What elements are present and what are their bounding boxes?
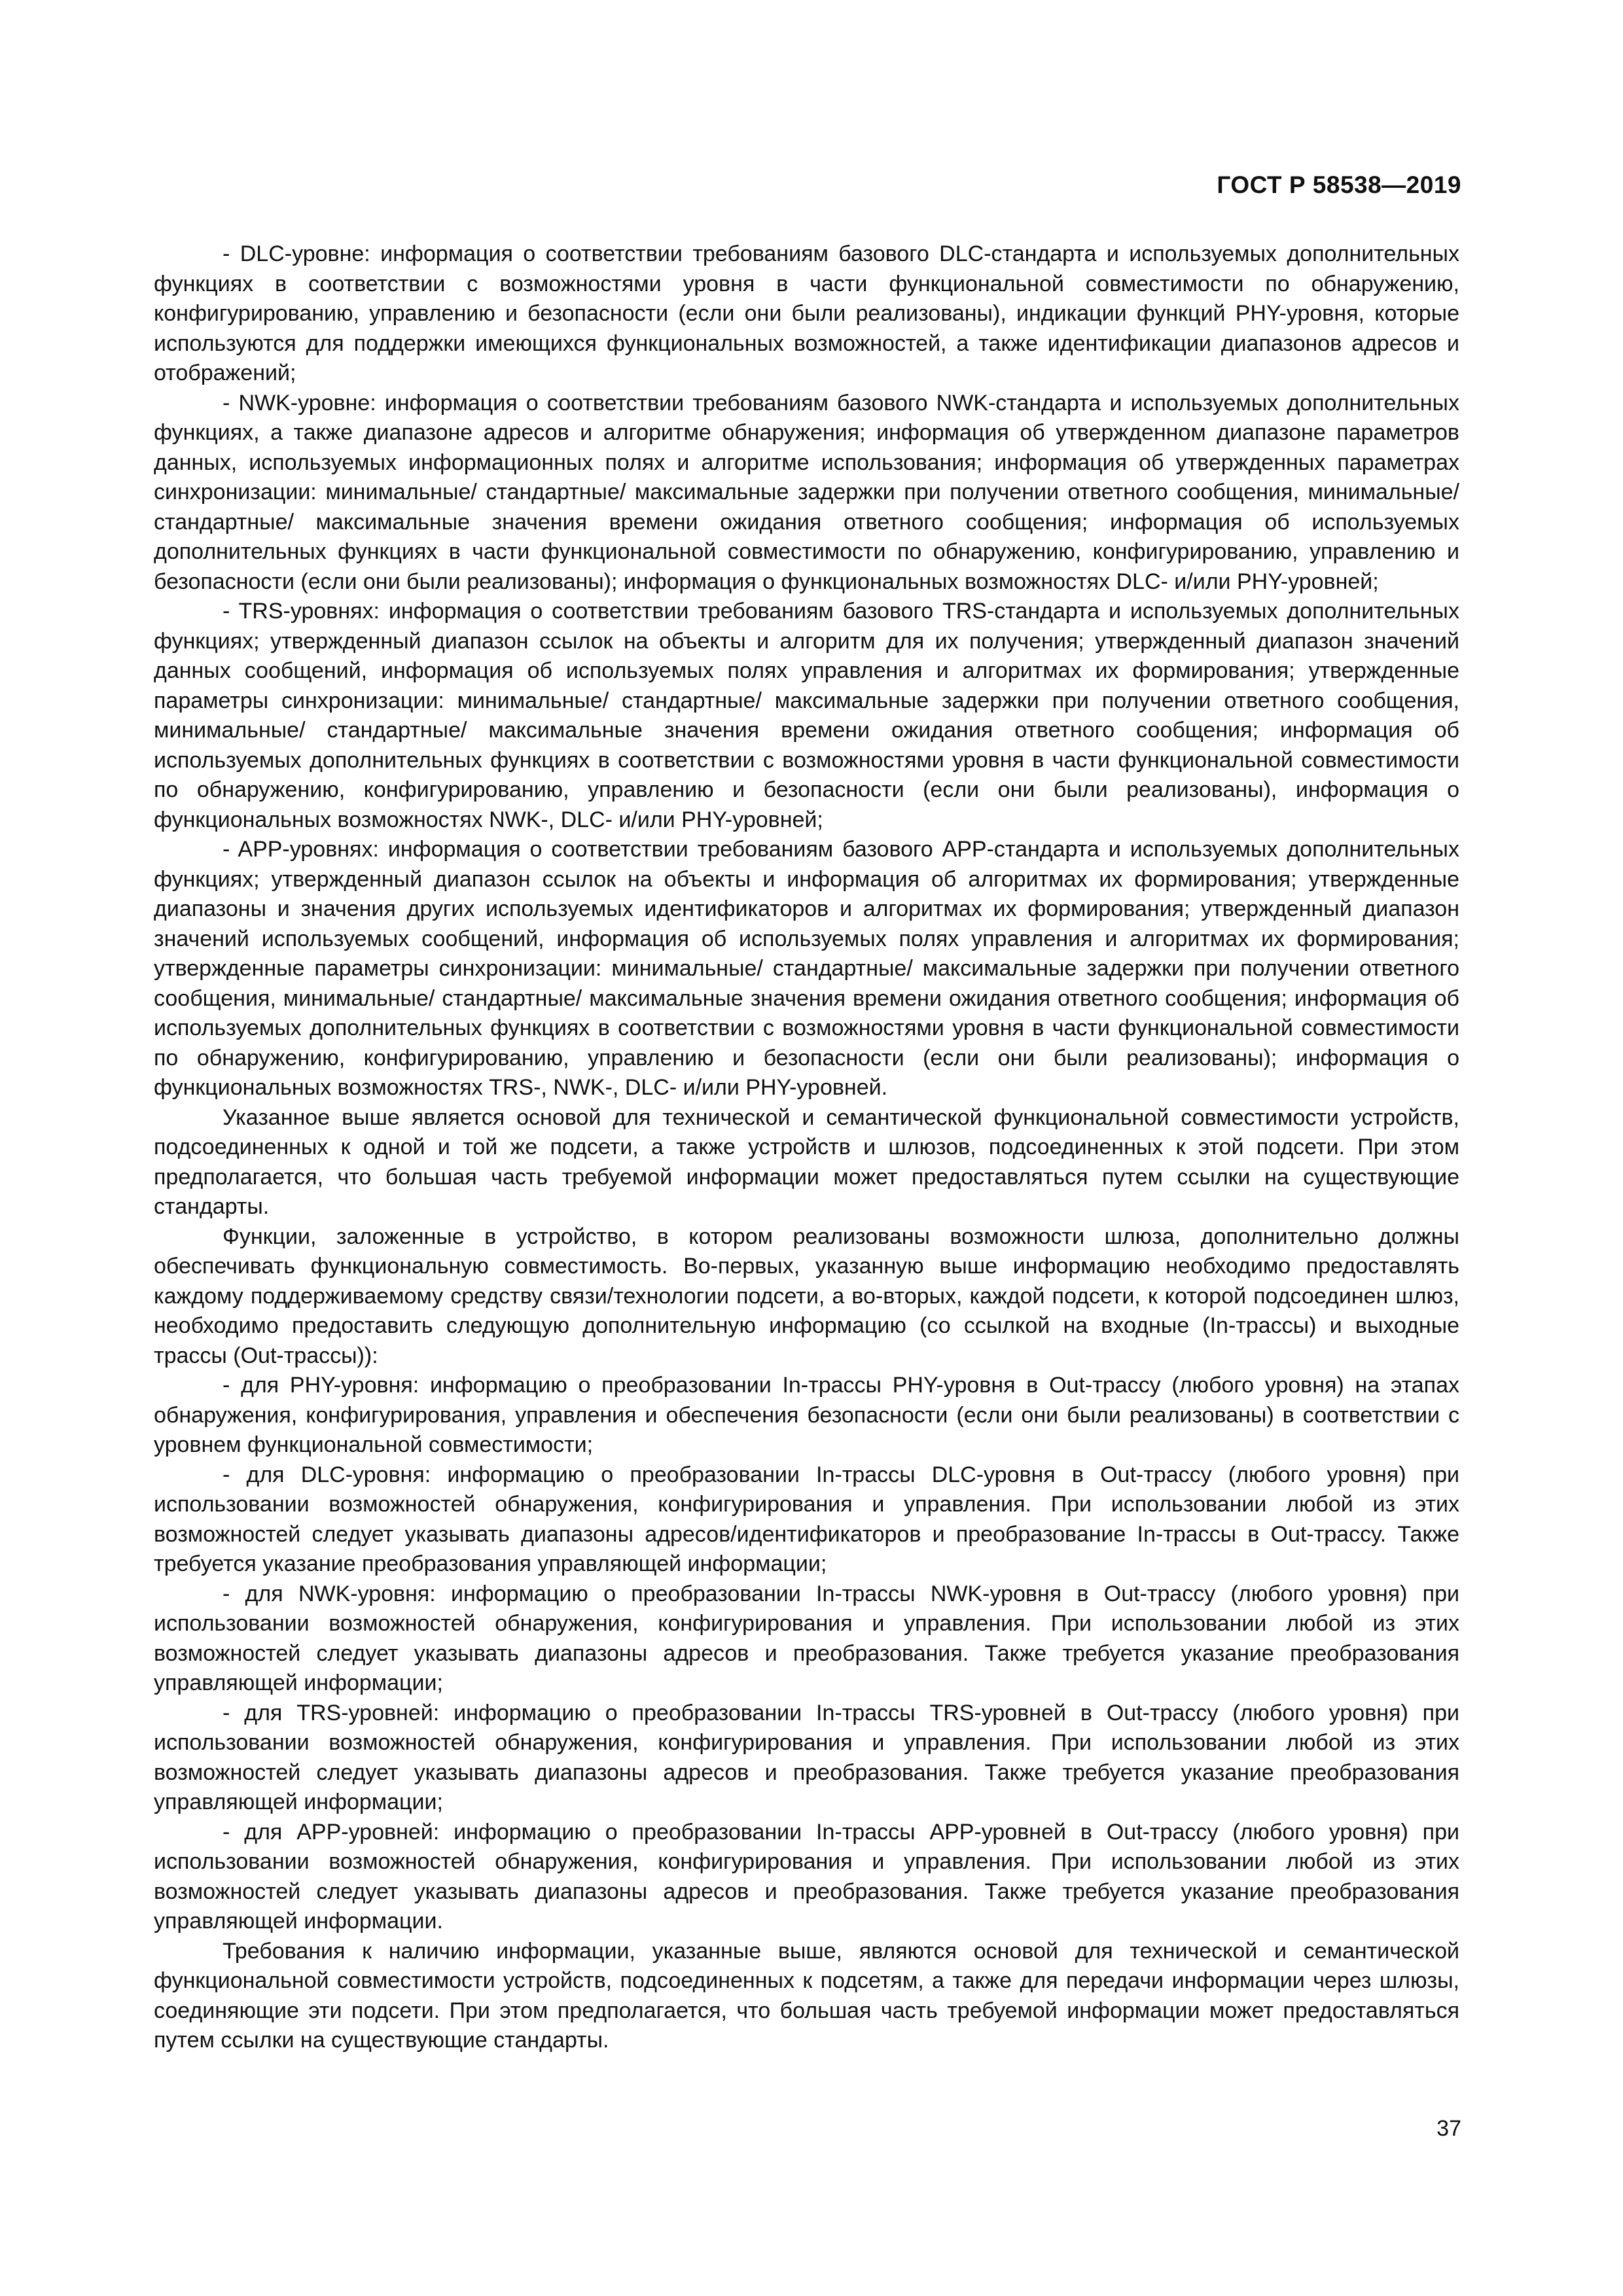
- page-number: 37: [1436, 2116, 1461, 2141]
- paragraph-gateway-app: - для APP-уровней: информацию о преобразовании In-трассы APP-уровней в Out-трассу (любого уровня) при использовании возможностей обнаружения, конфигурирования и управления. При использовании любой из этих возможностей следует указывать диапазоны адресов и преобразования. Также требуется указание преобразования управляющей информации.: [154, 1819, 1459, 1934]
- paragraph-dlc-level: - DLC-уровне: информация о соответствии требованиям базового DLC-стандарта и используемых дополнительных функциях в соответствии с возможностями уровня в части функциональной совместимости по обнаружению, конфигурированию, управлению и безопасности (если они были реализованы), индикации функций PHY-уровня, которые используются для поддержки имеющихся функциональных возможностей, а также идентификации диапазонов адресов и отображений;: [154, 241, 1459, 385]
- paragraph-gateway-phy: - для PHY-уровня: информацию о преобразовании In-трассы PHY-уровня в Out-трассу (любого уровня) на этапах обнаружения, конфигурирования, управления и обеспечения безопасности (если они были реализованы) в соответствии с уровнем функциональной совместимости;: [154, 1373, 1459, 1457]
- paragraph-app-levels: - APP-уровнях: информация о соответствии требованиям базового APP-стандарта и используемых дополнительных функциях; утвержденный диапазон ссылок на объекты и информация об алгоритмах их формирования; утвержденные диапазоны и значения других используемых идентификаторов и алгоритмах их формирования; утвержденный диапазон значений используемых сообщений, информация об используемых полях управления и алгоритмах их формирования; утвержденные параметры синхронизации: минимальные/ стандартные/ максимальные задержки при получении ответного сообщения, минимальные/ стандартные/ максимальные значения времени ожидания ответного сообщения; информация об используемых дополнительных функциях в соответствии с возможностями уровня в части функциональной совместимости по обнаружению, конфигурированию, управлению и безопасности (если они были реализованы); информация о функциональных возможностях TRS-, NWK-, DLC- и/или PHY-уровней.: [154, 837, 1459, 1100]
- document-code-header: ГОСТ Р 58538—2019: [1217, 171, 1461, 198]
- paragraph-gateway-dlc: - для DLC-уровня: информацию о преобразовании In-трассы DLC-уровня в Out-трассу (любого уровня) при использовании возможностей обнаружения, конфигурирования и управления. При использовании любой из этих возможностей следует указывать диапазоны адресов/идентификаторов и преобразование In-трассы в Out-трассу. Также требуется указание преобразования управляющей информации;: [154, 1462, 1459, 1576]
- paragraph-nwk-level: - NWK-уровне: информация о соответствии требованиям базового NWK-стандарта и используемых дополнительных функциях, а также диапазоне адресов и алгоритме обнаружения; информация об утвержденном диапазоне параметров данных, используемых информационных полях и алгоритме использования; информация об утвержденных параметрах синхронизации: минимальные/ стандартные/ максимальные задержки при получении ответного сообщения, минимальные/ стандартные/ максимальные значения времени ожидания ответного сообщения; информация об используемых дополнительных функциях в части функциональной совместимости по обнаружению, конфигурированию, управлению и безопасности (если они были реализованы); информация о функциональных возможностях DLC- и/или PHY-уровней;: [154, 390, 1459, 594]
- paragraph-gateway-trs: - для TRS-уровней: информацию о преобразовании In-трассы TRS-уровней в Out-трассу (любого уровня) при использовании возможностей обнаружения, конфигурирования и управления. При использовании любой из этих возможностей следует указывать диапазоны адресов и преобразования. Также требуется указание преобразования управляющей информации;: [154, 1700, 1459, 1814]
- paragraph-compatibility-basis: Указанное выше является основой для технической и семантической функциональной совместимости устройств, подсоединенных к одной и той же подсети, а также устройств и шлюзов, подсоединенных к этой подсети. При этом предполагается, что большая часть требуемой информации может предоставляться путем ссылки на существующие стандарты.: [154, 1104, 1459, 1219]
- document-body: [154, 239, 1459, 2056]
- paragraph-gateway-nwk: - для NWK-уровня: информацию о преобразовании In-трассы NWK-уровня в Out-трассу (любого уровня) при использовании возможностей обнаружения, конфигурирования и управления. При использовании любой из этих возможностей следует указывать диапазоны адресов и преобразования. Также требуется указание преобразования управляющей информации;: [154, 1581, 1459, 1695]
- paragraph-gateway-functions: Функции, заложенные в устройство, в котором реализованы возможности шлюза, дополнительно должны обеспечивать функциональную совместимость. Во-первых, указанную выше информацию необходимо предоставлять каждому поддерживаемому средству связи/технологии подсети, а во-вторых, каждой подсети, к которой подсоединен шлюз, необходимо предоставить следующую дополнительную информацию (со ссылкой на входные (In-трассы) и выходные трассы (Out-трассы)):: [154, 1224, 1459, 1368]
- paragraph-requirements-summary: Требования к наличию информации, указанные выше, являются основой для технической и семантической функциональной совместимости устройств, подсоединенных к подсетям, а также для передачи информации через шлюзы, соединяющие эти подсети. При этом предполагается, что большая часть требуемой информации может предоставляться путем ссылки на существующие стандарты.: [154, 1938, 1459, 2053]
- paragraph-trs-levels: - TRS-уровнях: информация о соответствии требованиям базового TRS-стандарта и используемых дополнительных функциях; утвержденный диапазон ссылок на объекты и алгоритм для их получения; утвержденный диапазон значений данных сообщений, информация об используемых полях управления и алгоритмах их формирования; утвержденные параметры синхронизации: минимальные/ стандартные/ максимальные задержки при получении ответного сообщения, минимальные/ стандартные/ максимальные значения времени ожидания ответного сообщения; информация об используемых дополнительных функциях в соответствии с возможностями уровня в части функциональной совместимости по обнаружению, конфигурированию, управлению и безопасности (если они были реализованы), информация о функциональных возможностях NWK-, DLC- и/или PHY-уровней;: [154, 599, 1459, 832]
